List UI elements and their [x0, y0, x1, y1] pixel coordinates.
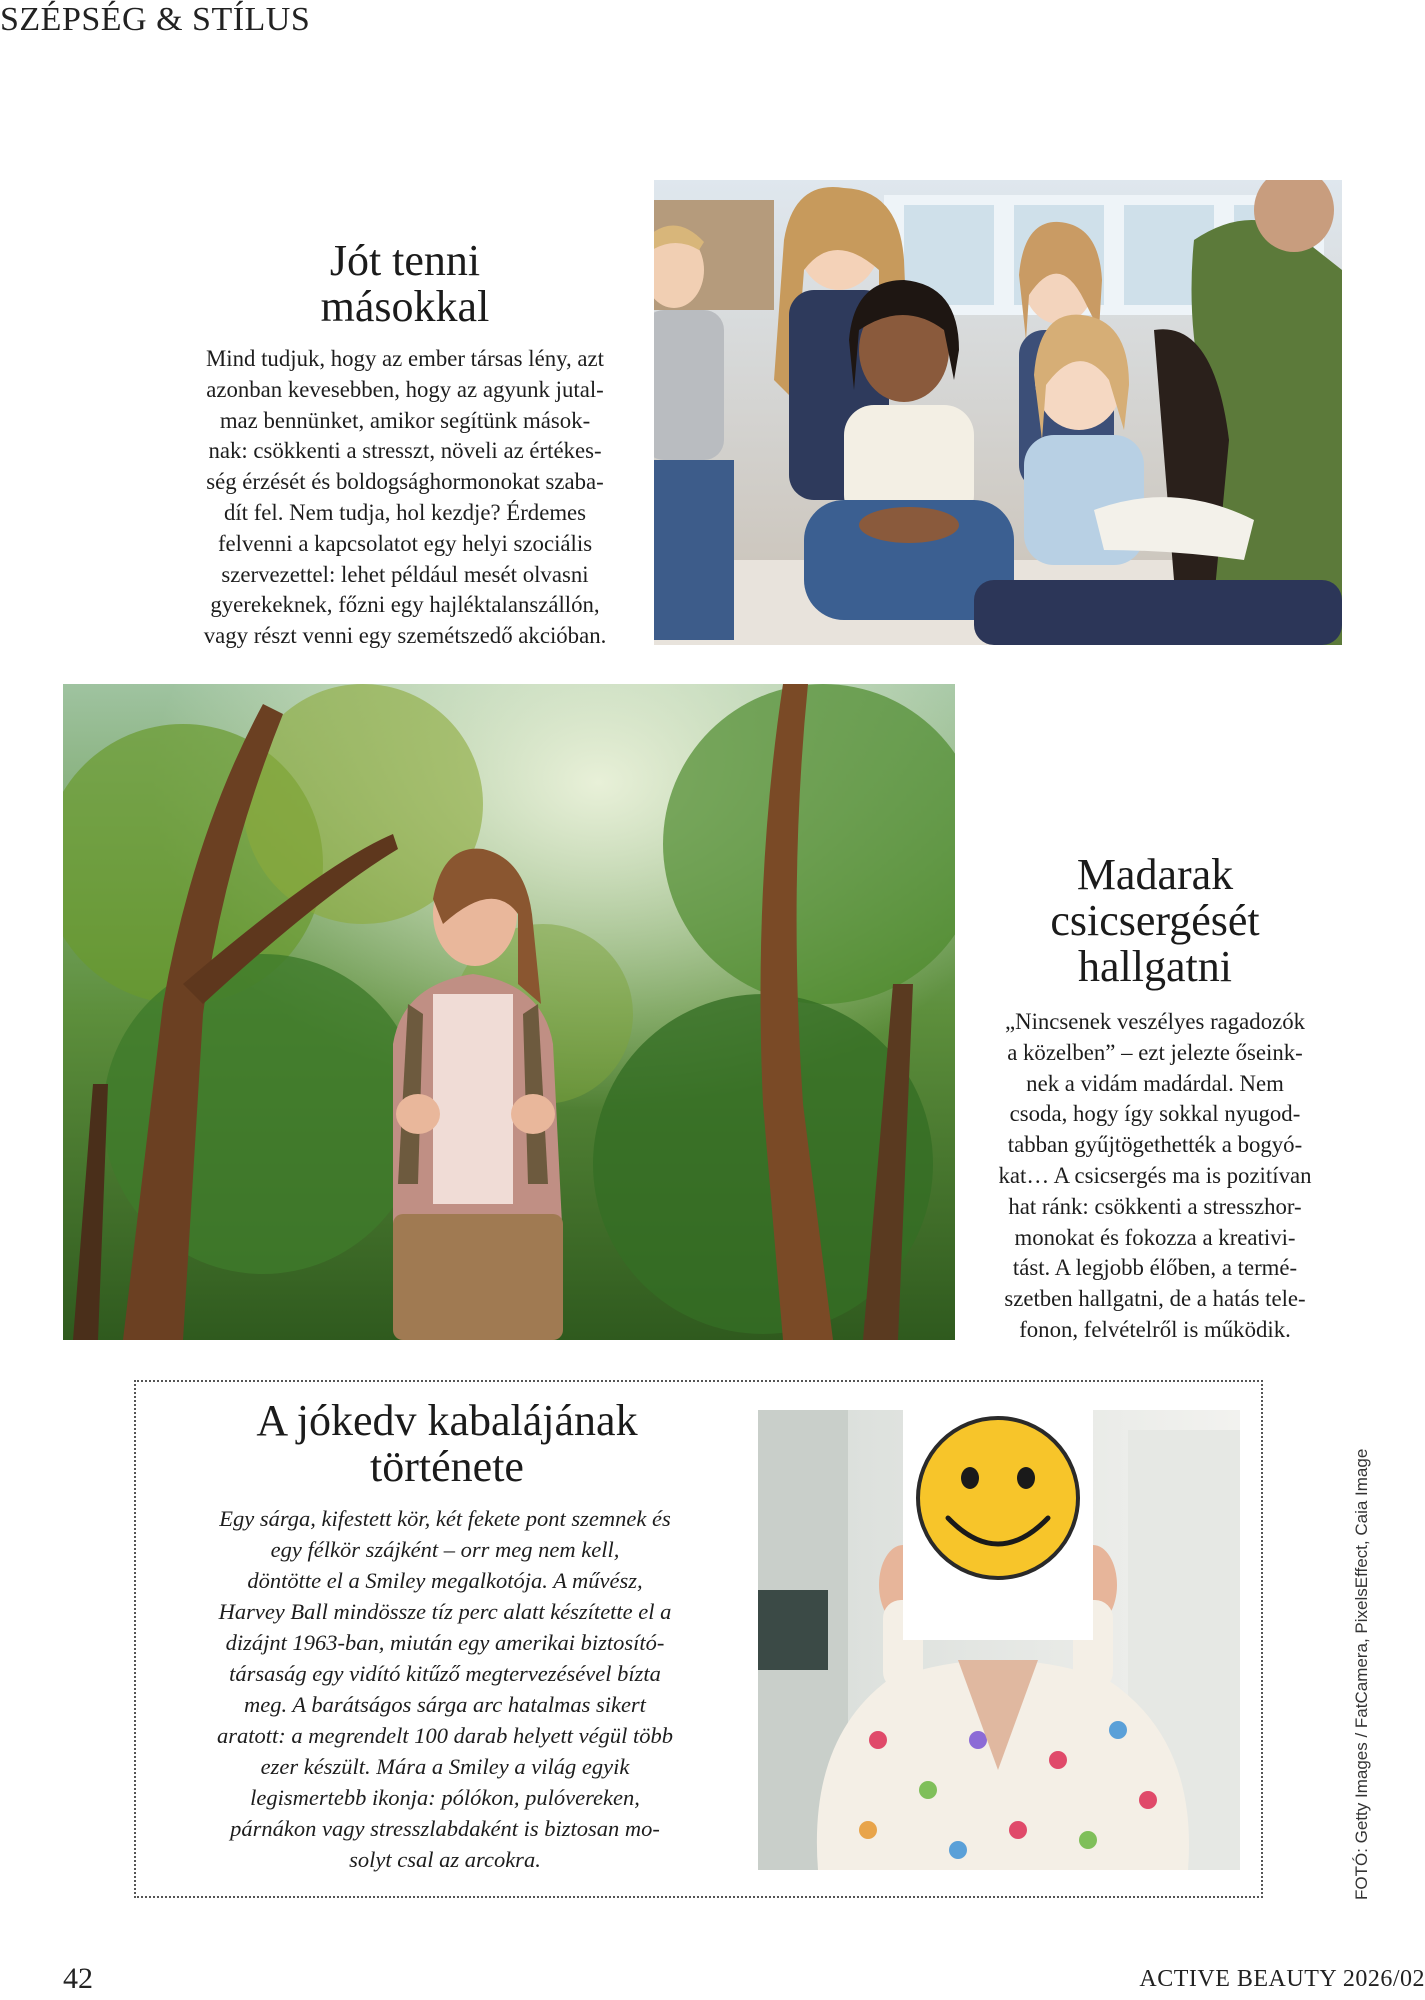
smiley-mask-photo — [758, 1410, 1240, 1870]
body-line: kat… A csicsergés ma is pozitívan — [998, 1162, 1312, 1188]
body-line: nek a vidám madárdal. Nem — [1026, 1070, 1284, 1096]
body-line: társaság egy vidító kitűző megtervezésével bízta — [229, 1661, 661, 1686]
body-line: szervezettel: lehet például mesét olvasni — [221, 561, 589, 587]
body-line: dít fel. Nem tudja, hol kezdje? Érdemes — [223, 499, 587, 525]
body-line: döntötte el a Smiley megalkotója. A művész, — [247, 1568, 643, 1593]
article2-body — [960, 1007, 1350, 1346]
title-line: csicsergését — [1050, 896, 1260, 946]
body-line: Harvey Ball mindössze tíz perc alatt készítette el a — [218, 1599, 672, 1624]
body-line: legismertebb ikonja: pólókon, pulóvereken, — [250, 1785, 640, 1810]
body-line: párnákon vagy stresszlabdaként is biztosan mo- — [230, 1816, 660, 1841]
title-line: Jót tenni — [329, 236, 481, 285]
article3-body — [165, 1503, 725, 1875]
smiley-face-icon — [918, 1418, 1078, 1578]
body-line: tást. A legjobb élőben, a termé- — [1012, 1255, 1298, 1281]
body-line: maz bennünket, amikor segítünk mások- — [219, 407, 591, 433]
body-line: hat ránk: csökkenti a stresszhor- — [1008, 1193, 1302, 1219]
body-line: egy félkör szájként – orr meg nem kell, — [270, 1537, 620, 1562]
body-line: azonban kevesebben, hogy az agyunk jutal- — [206, 376, 604, 402]
body-line: felvenni a kapcsolatot egy helyi szociális — [217, 530, 593, 556]
title-line: másokkal — [320, 282, 490, 332]
body-line: ezer készült. Mára a Smiley a világ egyik — [260, 1754, 630, 1779]
page-number: 42 — [63, 1962, 93, 1995]
title-line: Madarak — [1076, 850, 1234, 899]
article2-title — [985, 852, 1325, 991]
body-line: aratott: a megrendelt 100 darab helyett végül több — [217, 1723, 673, 1748]
body-line: Mind tudjuk, hogy az ember társas lény, azt — [206, 346, 604, 371]
title-line: története — [370, 1442, 524, 1492]
title-line: A jókedv kabalájának — [256, 1396, 638, 1445]
section-label: SZÉPSÉG & STÍLUS — [0, 1, 311, 38]
article1-body — [160, 344, 650, 652]
body-line: vagy részt venni egy szemétszedő akcióban. — [203, 623, 607, 649]
woman-in-forest-photo — [63, 684, 955, 1340]
body-line: gyerekeknek, főzni egy hajléktalanszállón, — [210, 592, 600, 618]
body-line: szetben hallgatni, de a hatás tele- — [1004, 1286, 1306, 1312]
body-line: csoda, hogy így sokkal nyugod- — [1009, 1101, 1301, 1127]
body-line: ség érzését és boldogsághormonokat szaba- — [206, 469, 604, 495]
body-line: solyt csal az arcokra. — [349, 1847, 541, 1872]
article1-title — [230, 238, 580, 330]
body-line: a közelben” – ezt jelezte őseink- — [1007, 1039, 1303, 1065]
photo-credit: FOTÓ: Getty Images / FatCamera, PixelsEffect, Caia Image — [1352, 1448, 1371, 1900]
body-line: meg. A barátságos sárga arc hatalmas sikert — [244, 1692, 646, 1717]
title-line: hallgatni — [1078, 942, 1232, 992]
body-line: tabban gyűjtögethették a bogyó- — [1007, 1132, 1303, 1158]
children-reading-photo — [654, 180, 1342, 645]
body-line: „Nincsenek veszélyes ragadozók — [1004, 1009, 1306, 1034]
article3-title — [222, 1398, 672, 1490]
body-line: Egy sárga, kifestett kör, két fekete pont szemnek és — [219, 1506, 671, 1531]
body-line: dizájnt 1963-ban, miután egy amerikai biztosító- — [225, 1630, 665, 1655]
magazine-issue: ACTIVE BEAUTY 2026/02 — [1139, 1966, 1425, 1992]
body-line: monokat és fokozza a kreativi- — [1014, 1224, 1296, 1250]
body-line: fonon, felvételről is működik. — [1019, 1316, 1291, 1342]
body-line: nak: csökkenti a stresszt, növeli az értékes- — [208, 438, 602, 464]
